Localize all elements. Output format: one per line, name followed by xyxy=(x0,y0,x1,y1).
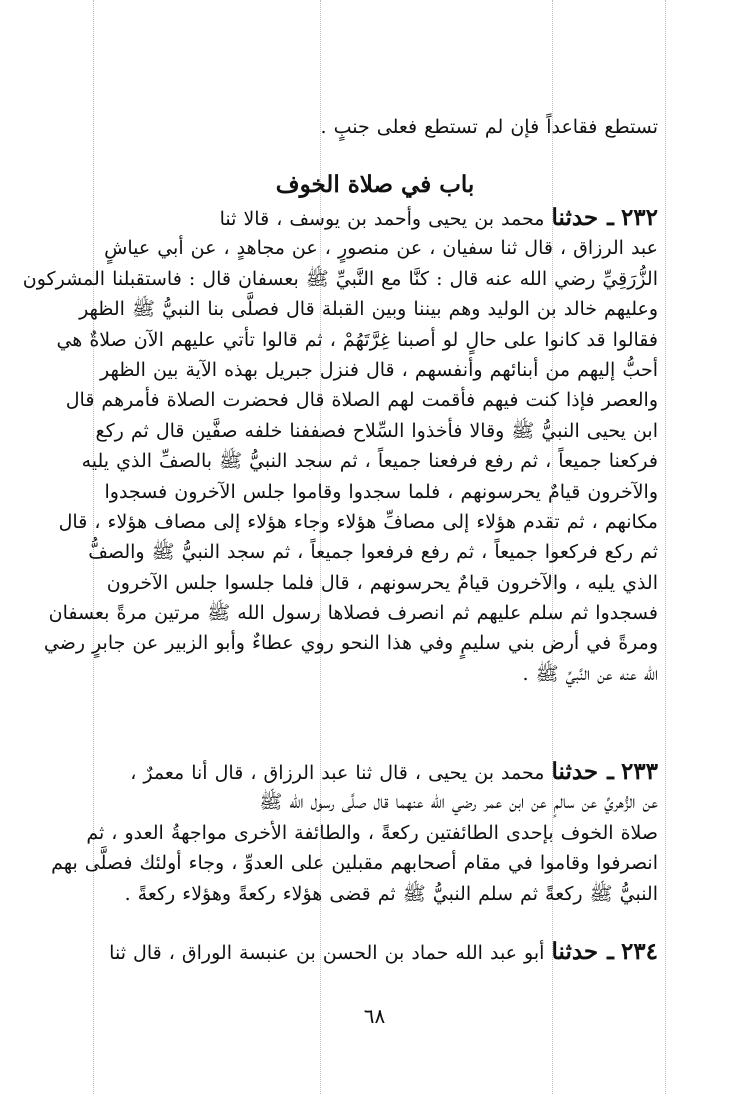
page-number: ٦٨ xyxy=(363,1004,386,1028)
hadith-text: أبو عبد الله حماد بن الحسن بن عنبسة الوراق ، قال ثنا xyxy=(109,942,545,964)
hadith-marker: ـ حدثنا xyxy=(551,938,614,965)
text-line: عبد الرزاق ، قال ثنا سفيان ، عن منصورٍ ، عن مجاهدٍ ، عن أبي عياشٍ xyxy=(104,237,658,260)
text-line: فسجدوا ثم سلم عليهم ثم انصرف فصلاها رسول الله ﷺ مرتين مرةً بعسفان xyxy=(48,602,658,625)
hadith-number: ٢٣٢ xyxy=(620,204,658,231)
hadith-marker: ـ حدثنا xyxy=(551,204,614,231)
text-line: انصرفوا وقاموا في مقام أصحابهم مقبلين على العدوِّ ، وجاء أولئك فصلَّى بهم xyxy=(51,852,658,875)
opening-line xyxy=(92,112,658,142)
text-line: ثم ركع فركعوا جميعاً ، ثم رفع فرفعوا جميعاً ، ثم سجد النبيُّ ﷺ والصفُّ xyxy=(88,541,658,564)
hadith-number: ٢٣٣ xyxy=(620,758,658,785)
text-line: الزُّرَقِيِّ رضي الله عنه قال : كنَّا مع النَّبيِّ ﷺ بعسفان قال : فاستقبلنا المشركون xyxy=(22,267,658,290)
text-line: ابن يحيى النبيُّ ﷺ وقالا فأخذوا السِّلاح فصففنا خلفه صفَّين قال ثم ركع xyxy=(95,419,658,442)
hadith-text: محمد بن يحيى وأحمد بن يوسف ، قالا ثنا xyxy=(219,208,545,230)
hadith-marker: ـ حدثنا xyxy=(551,758,614,785)
hadith-text: محمد بن يحيى ، قال ثنا عبد الرزاق ، قال أنا معمرٌ ، xyxy=(130,762,545,784)
text-line: الله عنه عن النَّبيِّ ﷺ . xyxy=(522,662,658,685)
hadith-234 xyxy=(92,937,658,967)
text-line xyxy=(92,937,658,967)
text-line: فركعنا جميعاً ، ثم رفع فرفعنا جميعاً ، ثم سجد النبيُّ ﷺ بالصفِّ الذي يليه xyxy=(81,450,658,473)
text-line xyxy=(92,757,658,787)
text-line: الذي يليه ، والآخرون قيامٌ يحرسونهم ، قال فلما جلسوا جلس الآخرون xyxy=(106,571,658,594)
text-line: فقالوا قد كانوا على حالٍ لو أصبنا غِرَّتَهُمْ ، ثم قالوا تأتي عليهم الآن صلاةٌ هي xyxy=(56,328,658,351)
text-line: والعصر فإذا كنت فيهم فأقمت لهم الصلاة قال فحضرت الصلاة فأمرهم قال xyxy=(65,389,658,412)
text-line: وعليهم خالد بن الوليد وهم بيننا وبين القبلة قال فصلَّى بنا النبيُّ ﷺ الظهر xyxy=(79,298,658,321)
hadith-233 xyxy=(51,757,658,909)
text-line: والآخرون قيامٌ يحرسونهم ، فلما سجدوا وقاموا جلس الآخرون فسجدوا xyxy=(104,480,658,503)
chapter-title: باب في صلاة الخوف xyxy=(275,171,475,198)
text-line: تستطع فقاعداً فإن لم تستطع فعلى جنبٍ . xyxy=(320,116,658,138)
text-line: أحبُّ إليهم من أبنائهم وأنفسهم ، قال فنزل جبريل بهذه الآية بين الظهر xyxy=(100,358,658,381)
text-line xyxy=(92,203,658,233)
hadith-232 xyxy=(22,203,658,689)
scan-dotted-line xyxy=(665,0,666,1094)
text-line: ومرةً في أرض بني سليمٍ وفي هذا النحو روي عطاءٌ وأبو الزبير عن جابرٍ رضي xyxy=(43,632,658,655)
hadith-number: ٢٣٤ xyxy=(620,938,658,965)
text-line: عن الزُّهريِّ عن سالمٍ عن ابن عمر رضي الله عنهما قال صلَّى رسول الله ﷺ xyxy=(259,791,658,814)
text-line: صلاة الخوف بإحدى الطائفتين ركعةً ، والطائفة الأخرى مواجهةُ العدو ، ثم xyxy=(86,821,658,844)
text-line: مكانهم ، ثم تقدم هؤلاء إلى مصافِّ هؤلاء وجاء هؤلاء إلى مصاف هؤلاء ، قال xyxy=(58,510,658,533)
text-line: النبيُّ ﷺ ركعةً ثم سلم النبيُّ ﷺ ثم قضى هؤلاء ركعةً وهؤلاء ركعةً . xyxy=(124,882,658,905)
